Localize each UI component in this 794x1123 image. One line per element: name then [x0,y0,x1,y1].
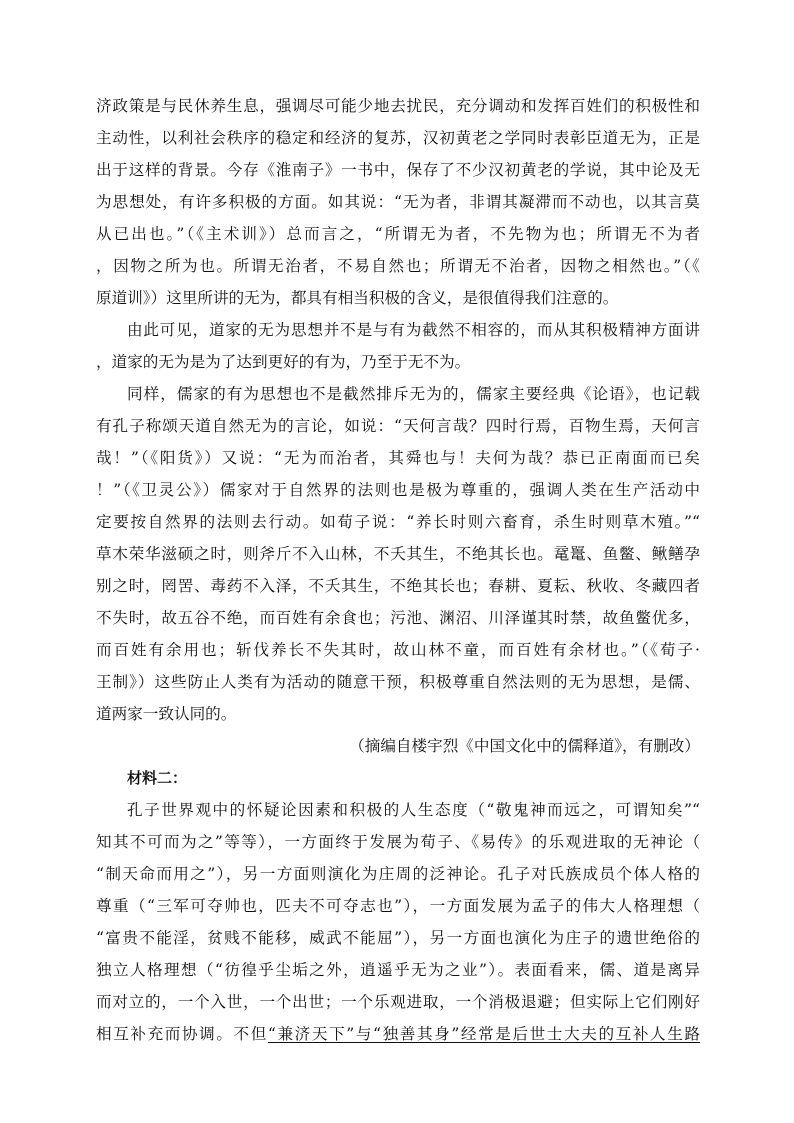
text-line: 王制》）这些防止人类有为活动的随意干预，积极尊重自然法则的无为思想，是儒、 [96,673,700,691]
text-line: 独立人格理想（“彷徨乎尘垢之外，逍遥乎无为之业”）。表面看来，儒、道是离异 [96,961,700,979]
text-line: “富贵不能淫，贫贱不能移，威武不能屈”），另一方面也演化为庄子的遗世绝俗的 [96,929,700,947]
text-line: 济政策是与民休养生息，强调尽可能少地去扰民，充分调动和发挥百姓们的积极性和 [96,97,700,115]
text-line: 尊重（“三军可夺帅也，匹夫不可夺志也”），一方面发展为孟子的伟大人格理想（ [96,897,700,915]
paragraph-start: 孔子世界观中的怀疑论因素和积极的人生态度（“敬鬼神而远之，可谓知矣”“ [127,801,700,819]
text-line: 道两家一致认同的。 [96,705,237,723]
text-line: 有孔子称颂天道自然无为的言论，如说：“天何言哉？四时行焉，百物生焉，天何言 [96,417,700,435]
text-line: 知其不可而为之”等等），一方面终于发展为荀子、《易传》的乐观进取的无神论（ [96,833,700,851]
section-heading: 材料二： [127,769,188,787]
text-line: 不失时，故五谷不绝，而百姓有余食也；污池、渊沼、川泽谨其时禁，故鱼鳖优多， [96,609,700,627]
text-line: 定要按自然界的法则去行动。如荀子说：“养长时则六畜育，杀生时则草木殖。”“ [96,513,700,531]
text-line: 而对立的，一个入世，一个出世；一个乐观进取，一个消极退避；但实际上它们刚好 [96,993,700,1011]
text-line: ，因物之所为也。所谓无治者，不易自然也；所谓无不治者，因物之相然也。”（《 [96,257,700,275]
text-line: “制天命而用之”），另一方面则演化为庄周的泛神论。孔子对氏族成员个体人格的 [96,865,700,883]
text-line [96,1018,700,1050]
document-page [96,90,700,1050]
text-line: 哉！”（《阳货》）又说：“无为而治者，其舜也与！夫何为哉？恭已正南面而已矣 [96,449,700,467]
text-line: 出于这样的背景。今存《淮南子》一书中，保存了不少汉初黄老的学说，其中论及无 [96,161,700,179]
text-line: 为思想处，有许多积极的方面。如其说：“无为者，非谓其凝滞而不动也，以其言莫 [96,193,700,211]
text-line: 别之时，罔罟、毒药不入泽，不夭其生，不绝其长也；春耕、夏耘、秋收、冬藏四者 [96,577,700,595]
source-citation: （摘编自楼宇烈《中国文化中的儒释道》，有删改） [349,737,700,755]
text-line: 而百姓有余用也；斩伐养长不失其时，故山林不童，而百姓有余材也。”（《荀子· [96,641,700,659]
text-line: 主动性，以利社会秩序的稳定和经济的复苏，汉初黄老之学同时表彰臣道无为，正是 [96,129,700,147]
text-line: 从已出也。”（《主术训》）总而言之，“所谓无为者，不先物为也；所谓无不为者 [96,225,700,243]
text-line: ！”（《卫灵公》）儒家对于自然界的法则也是极为尊重的，强调人类在生产活动中 [96,481,700,499]
paragraph-start: 由此可见，道家的无为思想并不是与有为截然不相容的，而从其积极精神方面讲 [127,321,700,339]
text-line: ，道家的无为是为了达到更好的有为，乃至于无不为。 [96,353,471,371]
underlined-text: “兼济天下”与“独善其身”经常是后世士大夫的互补人生路 [267,1025,700,1043]
text-line: 原道训》）这里所讲的无为，都具有相当积极的含义，是很值得我们注意的。 [96,289,619,307]
text-segment: 相互补充而协调。不但 [96,1025,268,1043]
text-line: 草木荣华滋硕之时，则斧斤不入山林，不夭其生，不绝其长也。鼋鼍、鱼鳖、鳅鳝孕 [96,545,700,563]
paragraph-start: 同样，儒家的有为思想也不是截然排斥无为的，儒家主要经典《论语》，也记载 [127,385,700,403]
